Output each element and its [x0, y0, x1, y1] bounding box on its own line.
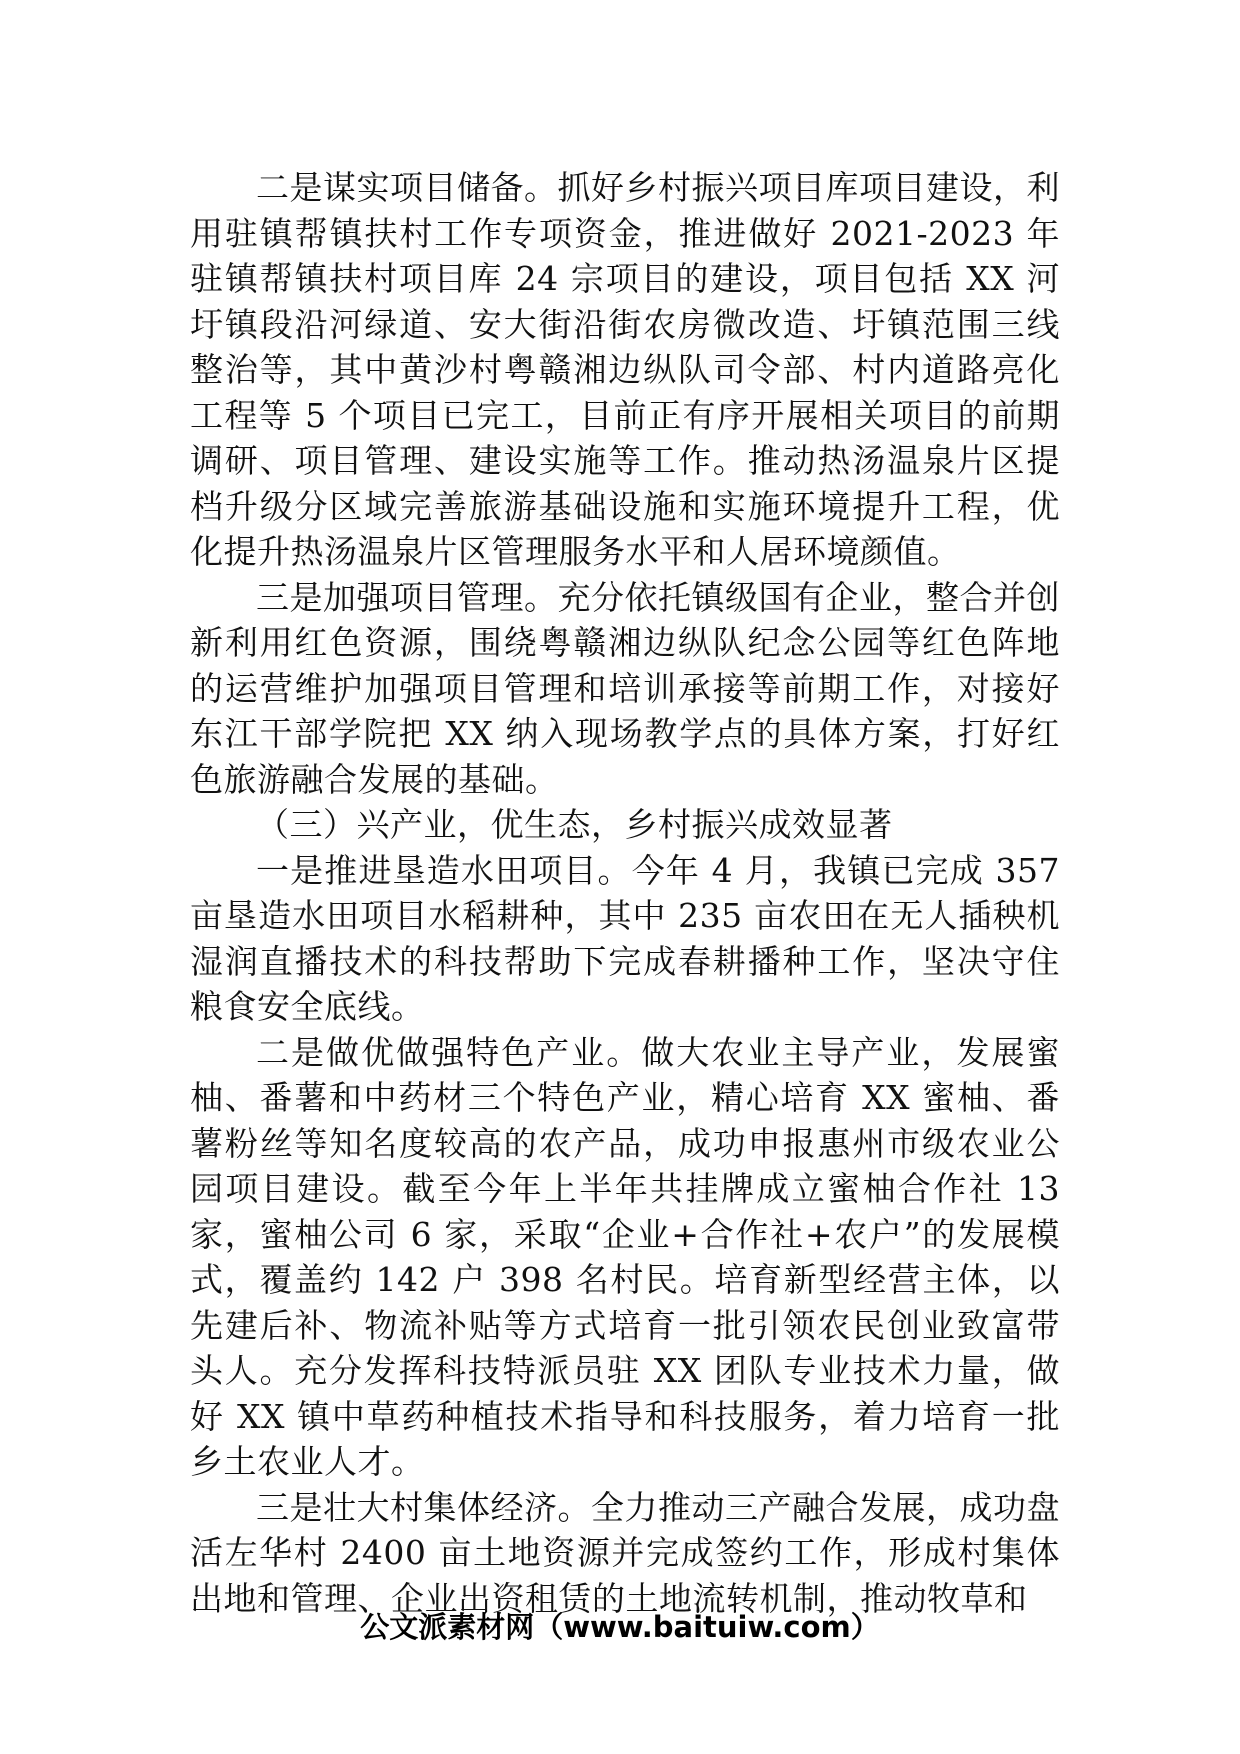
paragraph-project-management: 三是加强项目管理。充分依托镇级国有企业，整合并创新利用红色资源，围绕粤赣湘边纵队纪念公园等红色阵地的运营维护加强项目管理和培训承接等前期工作，对接好东江干部学院把 XX 纳入现场教学点的具体方案，打好红色旅游融合发展的基础。: [190, 577, 1060, 799]
section-heading: （三）兴产业，优生态，乡村振兴成效显著: [256, 805, 893, 844]
footer-watermark: 公文派素材网（www.baituiw.com）: [360, 1610, 880, 1644]
document-body: [190, 165, 1060, 1621]
paragraph-paddy-field: 一是推进垦造水田项目。今年 4 月，我镇已完成 357 亩垦造水田项目水稻耕种，其中 235 亩农田在无人插秧机湿润直播技术的科技帮助下完成春耕播种工作，坚决守住粮食安全底线。: [190, 850, 1060, 1026]
paragraph-specialty-industry: 二是做优做强特色产业。做大农业主导产业，发展蜜柚、番薯和中药材三个特色产业，精心培育 XX 蜜柚、番薯粉丝等知名度较高的农产品，成功申报惠州市级农业公园项目建设。截至今年上半年共挂牌成立蜜柚合作社 13 家，蜜柚公司 6 家，采取“企业+合作社+农户”的发展模式，覆盖约 142 户 398 名村民。培育新型经营主体，以先建后补、物流补贴等方式培育一批引领农民创业致富带头人。充分发挥科技特派员驻 XX 团队专业技术力量，做好 XX 镇中草药种植技术指导和科技服务，着力培育一批乡土农业人才。: [190, 1032, 1060, 1481]
paragraph-collective-economy: 三是壮大村集体经济。全力推动三产融合发展，成功盘活左华村 2400 亩土地资源并完成签约工作，形成村集体出地和管理、企业出资租赁的土地流转机制，推动牧草和: [190, 1487, 1060, 1618]
paragraph-project-reserve: 二是谋实项目储备。抓好乡村振兴项目库项目建设，利用驻镇帮镇扶村工作专项资金，推进做好 2021-2023 年驻镇帮镇扶村项目库 24 宗项目的建设，项目包括 XX 河圩镇段沿河绿道、安大街沿街农房微改造、圩镇范围三线整治等，其中黄沙村粤赣湘边纵队司令部、村内道路亮化工程等 5 个项目已完工，目前正有序开展相关项目的前期调研、项目管理、建设实施等工作。推动热汤温泉片区提档升级分区域完善旅游基础设施和实施环境提升工程，优化提升热汤温泉片区管理服务水平和人居环境颜值。: [190, 168, 1060, 571]
